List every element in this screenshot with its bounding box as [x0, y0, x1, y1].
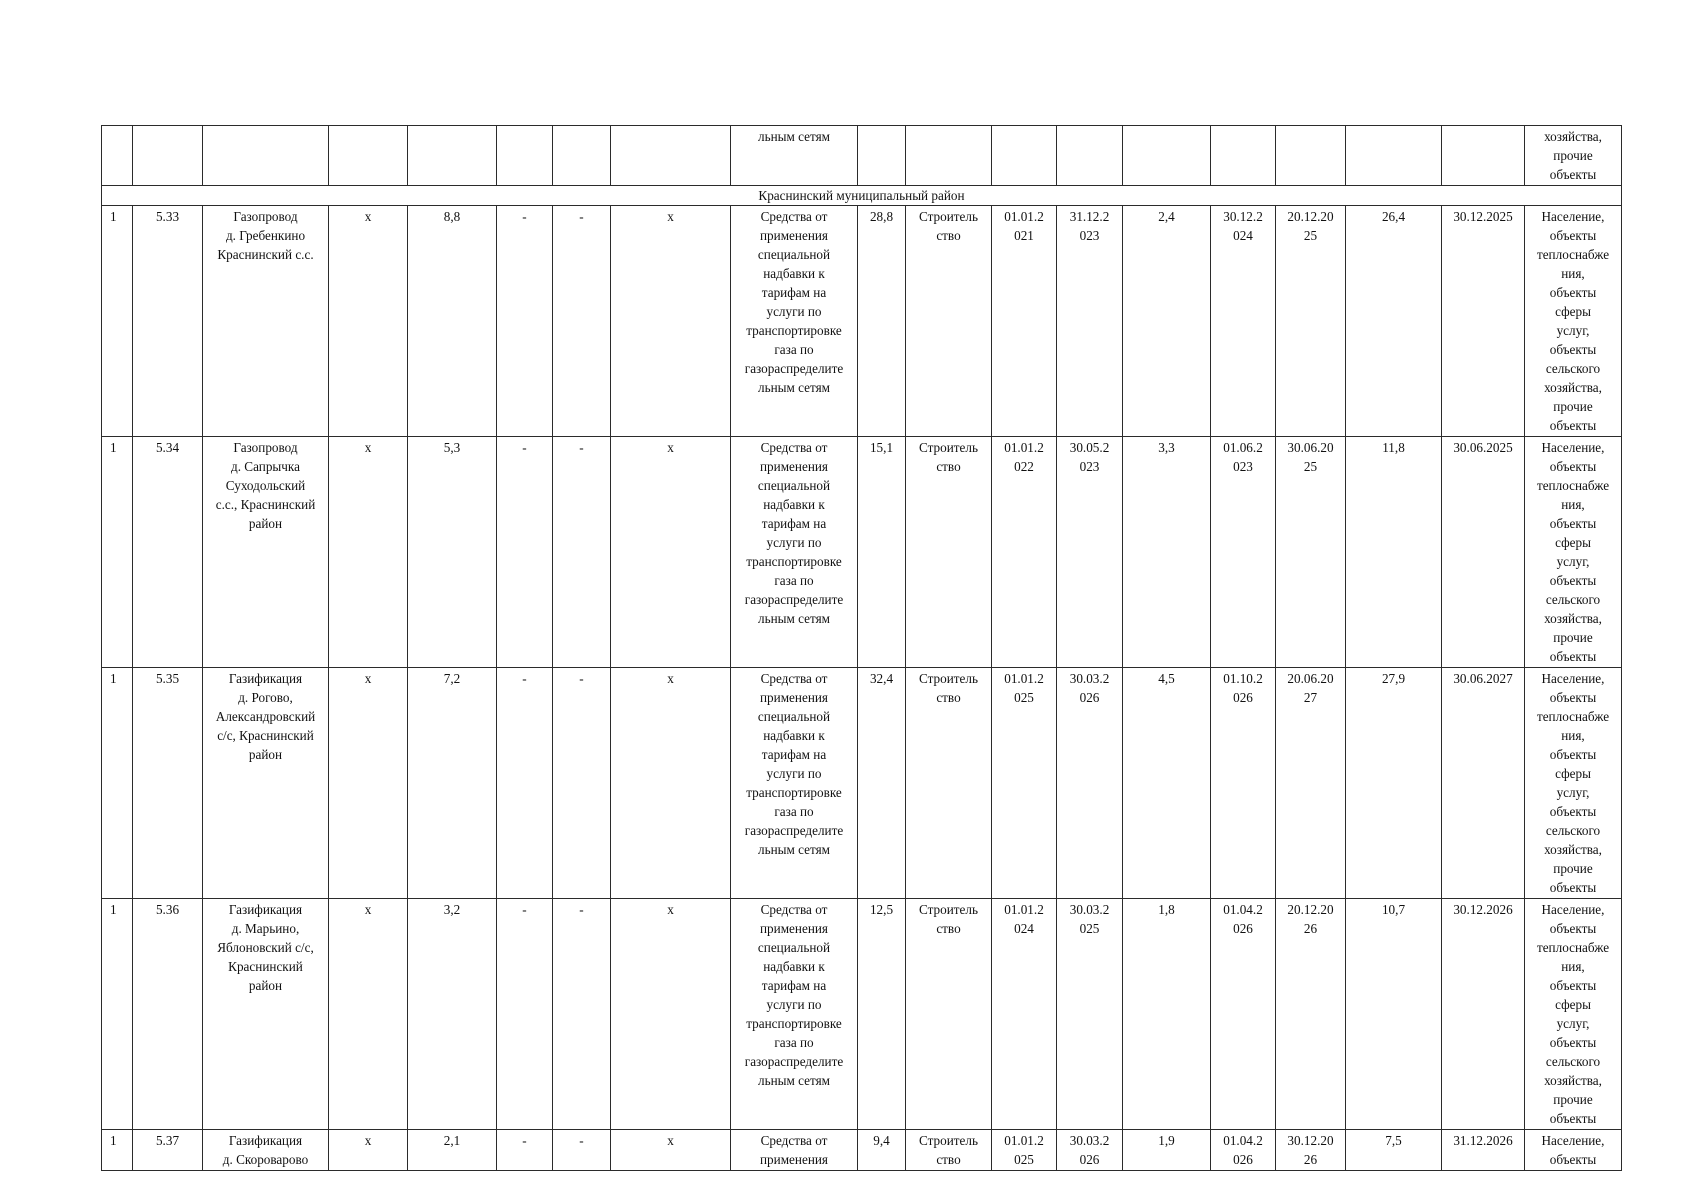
commissioning-date: 30.06.2027 [1442, 668, 1525, 899]
cell-col8: х [611, 668, 731, 899]
design-end-date: 30.05.2 023 [1057, 437, 1123, 668]
length-value: 3,2 [408, 899, 497, 1130]
construction-end-date: 20.06.20 27 [1276, 668, 1346, 899]
investment-program-table [101, 125, 1622, 1171]
object-name: Газификация д. Марьино, Яблоновский с/с, Краснинский район [203, 899, 329, 1130]
funding-source: Средства от применения специальной надбавки к тарифам на услуги по транспортировке газа по газораспределите льным сетям [731, 899, 858, 1130]
cell-col7: - [553, 668, 611, 899]
construction-start-date: 30.12.2 024 [1211, 206, 1276, 437]
cell-col6: - [497, 668, 553, 899]
object-code: 5.35 [133, 668, 203, 899]
table-row [102, 899, 1622, 1130]
cell [1057, 126, 1123, 186]
object-name: Газификация д. Скороварово [203, 1130, 329, 1171]
consumers: Население, объекты теплоснабже ния, объекты сферы услуг, объекты сельского хозяйства, прочие объекты [1525, 206, 1622, 437]
cell [1442, 126, 1525, 186]
cell-col7: - [553, 899, 611, 1130]
object-name: Газопровод д. Сапрычка Суходольский с.с., Краснинский район [203, 437, 329, 668]
cell-col6: - [497, 1130, 553, 1171]
object-name: Газификация д. Рогово, Александровский с/с, Краснинский район [203, 668, 329, 899]
design-end-date: 30.03.2 026 [1057, 668, 1123, 899]
design-end-date: 30.03.2 026 [1057, 1130, 1123, 1171]
cost-value: 9,4 [858, 1130, 906, 1171]
cell [329, 126, 408, 186]
cost-value: 15,1 [858, 437, 906, 668]
work-type: Строитель ство [906, 1130, 992, 1171]
commissioning-date: 30.06.2025 [1442, 437, 1525, 668]
design-cost: 2,4 [1123, 206, 1211, 437]
design-start-date: 01.01.2 022 [992, 437, 1057, 668]
cell-col4: х [329, 437, 408, 668]
cell-col7: - [553, 206, 611, 437]
cell [1211, 126, 1276, 186]
construction-cost: 11,8 [1346, 437, 1442, 668]
funding-source: Средства от применения специальной надбавки к тарифам на услуги по транспортировке газа по газораспределите льным сетям [731, 437, 858, 668]
construction-end-date: 20.12.20 26 [1276, 899, 1346, 1130]
funding-source: Средства от применения специальной надбавки к тарифам на услуги по транспортировке газа по газораспределите льным сетям [731, 668, 858, 899]
row-number: 1 [102, 206, 133, 437]
design-start-date: 01.01.2 025 [992, 1130, 1057, 1171]
cell-col6: - [497, 206, 553, 437]
object-code: 5.33 [133, 206, 203, 437]
construction-end-date: 30.12.20 26 [1276, 1130, 1346, 1171]
consumers: Население, объекты теплоснабже ния, объекты сферы услуг, объекты сельского хозяйства, прочие объекты [1525, 899, 1622, 1130]
length-value: 7,2 [408, 668, 497, 899]
consumers: Население, объекты теплоснабже ния, объекты сферы услуг, объекты сельского хозяйства, прочие объекты [1525, 668, 1622, 899]
cost-value: 32,4 [858, 668, 906, 899]
object-code: 5.36 [133, 899, 203, 1130]
row-number: 1 [102, 899, 133, 1130]
funding-source-cell: льным сетям [731, 126, 858, 186]
object-code: 5.34 [133, 437, 203, 668]
construction-start-date: 01.06.2 023 [1211, 437, 1276, 668]
cell-col8: х [611, 206, 731, 437]
construction-cost: 27,9 [1346, 668, 1442, 899]
commissioning-date: 31.12.2026 [1442, 1130, 1525, 1171]
table-row [102, 668, 1622, 899]
work-type: Строитель ство [906, 437, 992, 668]
length-value: 2,1 [408, 1130, 497, 1171]
commissioning-date: 30.12.2025 [1442, 206, 1525, 437]
cell-col4: х [329, 899, 408, 1130]
table-row [102, 206, 1622, 437]
cell [1346, 126, 1442, 186]
construction-end-date: 20.12.20 25 [1276, 206, 1346, 437]
construction-start-date: 01.10.2 026 [1211, 668, 1276, 899]
cell-col7: - [553, 437, 611, 668]
design-cost: 3,3 [1123, 437, 1211, 668]
cell [133, 126, 203, 186]
funding-source: Средства от применения [731, 1130, 858, 1171]
row-number: 1 [102, 437, 133, 668]
construction-start-date: 01.04.2 026 [1211, 899, 1276, 1130]
cell [553, 126, 611, 186]
funding-source: Средства от применения специальной надбавки к тарифам на услуги по транспортировке газа по газораспределите льным сетям [731, 206, 858, 437]
consumers: Население, объекты теплоснабже ния, объекты сферы услуг, объекты сельского хозяйства, прочие объекты [1525, 437, 1622, 668]
construction-cost: 10,7 [1346, 899, 1442, 1130]
cell [906, 126, 992, 186]
cell [611, 126, 731, 186]
document-page [101, 125, 1617, 1171]
design-end-date: 31.12.2 023 [1057, 206, 1123, 437]
design-start-date: 01.01.2 025 [992, 668, 1057, 899]
consumers: Население, объекты [1525, 1130, 1622, 1171]
table-row [102, 1130, 1622, 1171]
cell [408, 126, 497, 186]
cell [1276, 126, 1346, 186]
design-start-date: 01.01.2 024 [992, 899, 1057, 1130]
construction-cost: 7,5 [1346, 1130, 1442, 1171]
cell [1123, 126, 1211, 186]
section-row [102, 186, 1622, 206]
cell [497, 126, 553, 186]
section-title: Краснинский муниципальный район [102, 186, 1622, 206]
cell [992, 126, 1057, 186]
cell-col4: х [329, 668, 408, 899]
cell [102, 126, 133, 186]
consumers-cell: хозяйства, прочие объекты [1525, 126, 1622, 186]
cell-col6: - [497, 437, 553, 668]
construction-cost: 26,4 [1346, 206, 1442, 437]
construction-start-date: 01.04.2 026 [1211, 1130, 1276, 1171]
cell-col8: х [611, 1130, 731, 1171]
commissioning-date: 30.12.2026 [1442, 899, 1525, 1130]
continuation-row [102, 126, 1622, 186]
cell-col8: х [611, 437, 731, 668]
length-value: 5,3 [408, 437, 497, 668]
cost-value: 12,5 [858, 899, 906, 1130]
cell-col8: х [611, 899, 731, 1130]
cell-col4: х [329, 1130, 408, 1171]
length-value: 8,8 [408, 206, 497, 437]
design-start-date: 01.01.2 021 [992, 206, 1057, 437]
design-cost: 1,8 [1123, 899, 1211, 1130]
cost-value: 28,8 [858, 206, 906, 437]
row-number: 1 [102, 668, 133, 899]
cell-col7: - [553, 1130, 611, 1171]
cell-col6: - [497, 899, 553, 1130]
object-code: 5.37 [133, 1130, 203, 1171]
object-name: Газопровод д. Гребенкино Краснинский с.с. [203, 206, 329, 437]
construction-end-date: 30.06.20 25 [1276, 437, 1346, 668]
cell [858, 126, 906, 186]
design-end-date: 30.03.2 025 [1057, 899, 1123, 1130]
data-rows [102, 206, 1622, 1171]
table-row [102, 437, 1622, 668]
work-type: Строитель ство [906, 668, 992, 899]
design-cost: 1,9 [1123, 1130, 1211, 1171]
work-type: Строитель ство [906, 899, 992, 1130]
work-type: Строитель ство [906, 206, 992, 437]
cell-col4: х [329, 206, 408, 437]
cell [203, 126, 329, 186]
design-cost: 4,5 [1123, 668, 1211, 899]
row-number: 1 [102, 1130, 133, 1171]
